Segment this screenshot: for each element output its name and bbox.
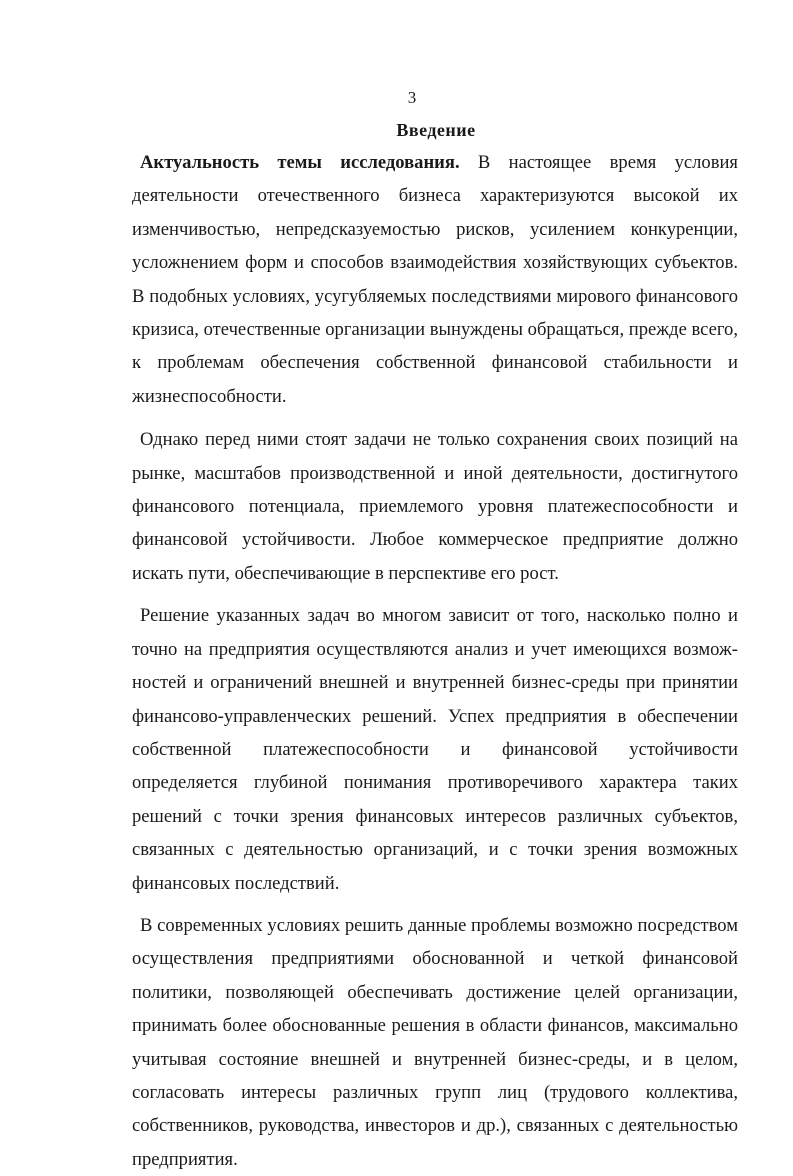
body-text <box>132 146 738 1176</box>
paragraph-2: Однако перед ними стоят задачи не только сохранения своих позиций на рынке, масштабов производственной и иной деятельности, достигнутого финансового потенциала, приемлемого уровня платежеспособности и финансовой устойчивости. Любое коммерческое предприятие должно искать пути, обеспечивающие в перспективе его рост. <box>132 429 738 584</box>
section-heading: Введение <box>396 120 476 140</box>
paragraph-1 <box>132 146 738 413</box>
paragraph-1-lead: Актуальность темы исследования. <box>140 152 460 173</box>
paragraph-3: Решение указанных задач во многом зависит от того, насколько полно и точно на предприятия осуществляются анализ и учет имеющихся возможностей и ограничений внешней и внутренней бизнес-среды при принятии финансово-управленческих решений. Успех предприятия в обеспечении собственной платежеспособности и финансовой устойчивости определяется глубиной понимания противоречивого характера таких решений с точки зрения финансовых интересов различных субъектов, связанных с деятельностью организаций, и с точки зрения возможных финансовых последствий. <box>132 605 738 894</box>
paragraph-4: В современных условиях решить данные проблемы возможно посредством осуществления предприятиями обоснованной и четкой финансовой политики, позволяющей обеспечивать достижение целей организации, принимать более обоснованные решения в области финансов, максимально учитывая состояние внешней и внутренней бизнес-среды, и в целом, согласовать интересы различных групп лиц (трудового коллектива, собственников, руководства, инвесторов и др.), связанных с деятельностью предприятия. <box>132 914 738 1170</box>
page-number: 3 <box>407 88 417 107</box>
paragraph-1-text: В настоящее время условия деятельности отечественного бизнеса характеризуются высокой их изменчивостью, непредсказуемостью рисков, усилением конкуренции, усложнением форм и способов взаимодействия хозяйствующих субъектов. В подобных условиях, усугубляемых последствиями мирового финансового кризиса, отечественные организации вынуждены обращаться, прежде всего, к проблемам обеспечения собственной финансовой стабильности и жизнеспособности. <box>132 152 738 407</box>
